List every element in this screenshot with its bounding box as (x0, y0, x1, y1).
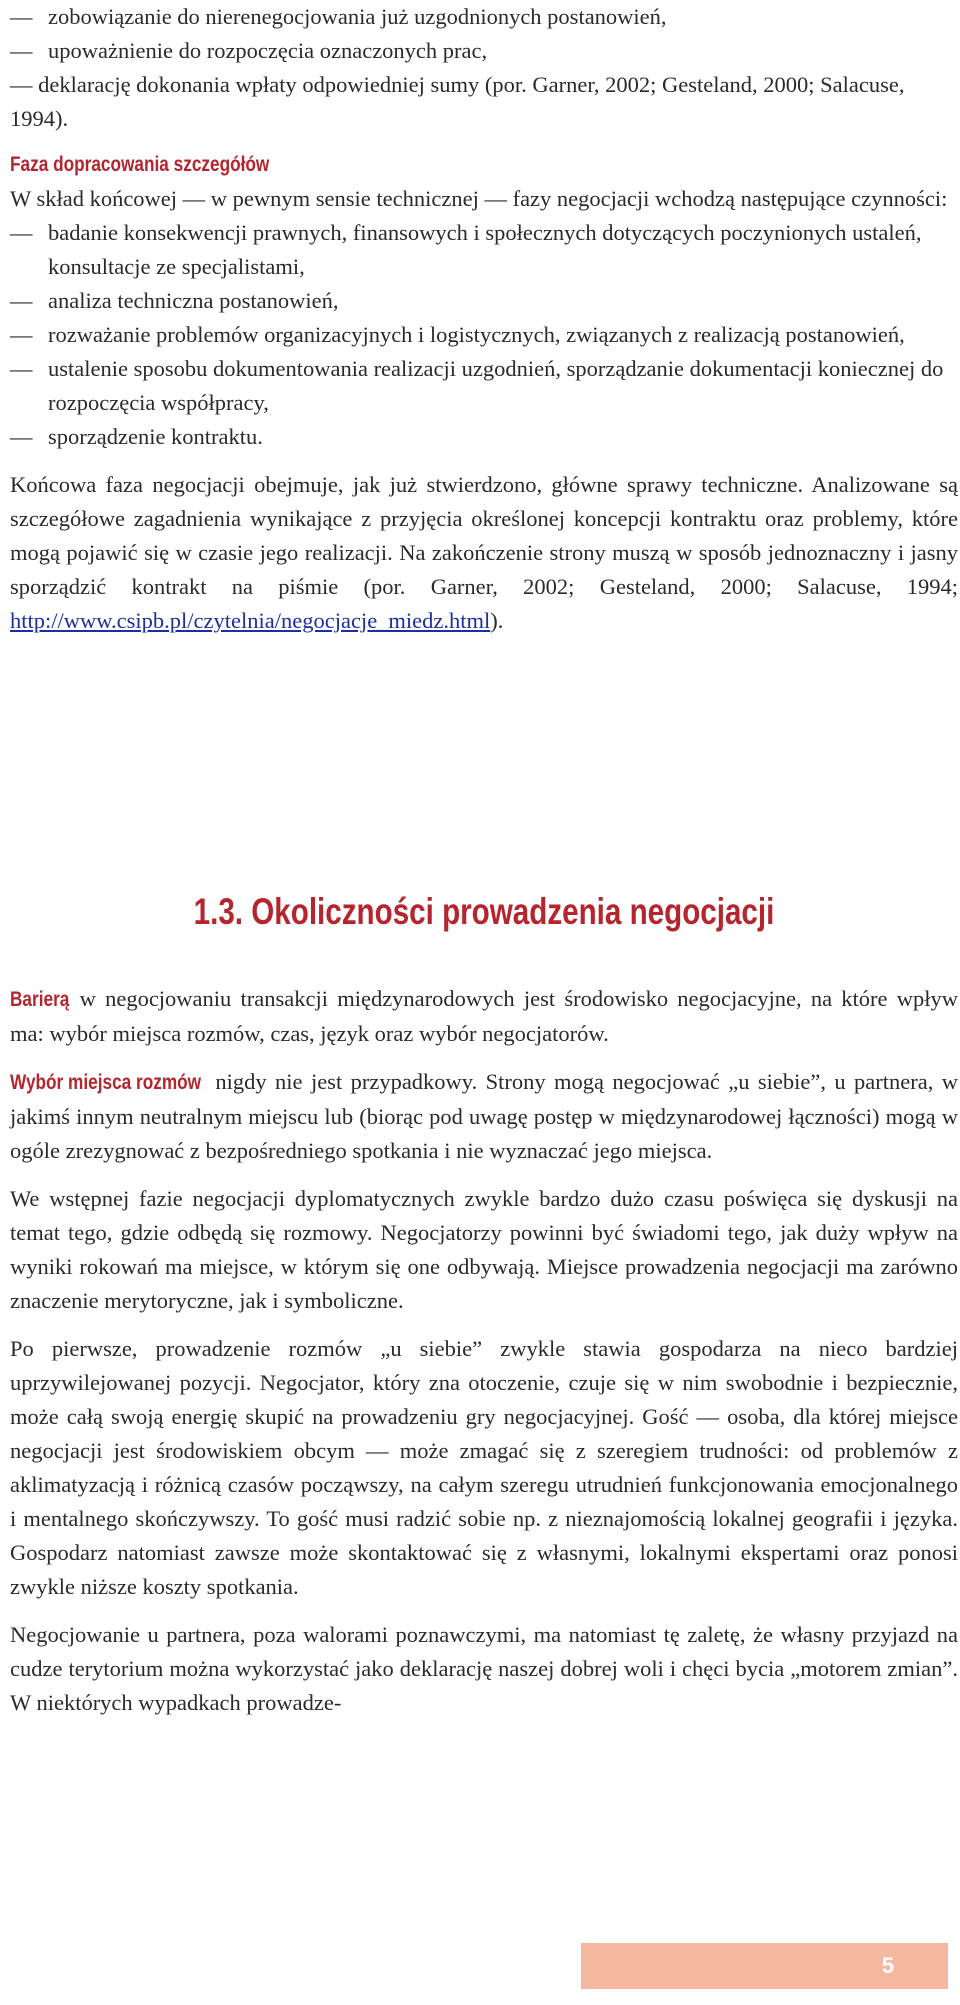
list-item-text: deklarację dokonania wpłaty odpowiedniej sumy (por. Garner, 2002; Gesteland, 2000; Salacuse, 1994). (10, 72, 905, 131)
paragraph-negocjowanie-u-partnera: Negocjowanie u partnera, poza walorami poznawczymi, ma natomiast tę zaletę, że własny przyjazd na cudze terytorium można wykorzystać jako deklarację naszej dobrej woli i chęci bycia „motorem zmian”. W niektórych wypadkach prowadze- (10, 1622, 958, 1715)
closing-paragraph (10, 468, 958, 638)
section-title: 1.3. Okoliczności prowadzenia negocjacji (193, 891, 775, 932)
list-item-text: sporządzenie kontraktu. (48, 424, 263, 449)
list-item (10, 420, 958, 454)
closing-text: Końcowa faza negocjacji obejmuje, jak już stwierdzono, główne sprawy techniczne. Analizowane są szczegółowe zagadnienia wynikające z przyjęcia określonej koncepcji kontraktu oraz problemy, które mogą pojawić się w czasie jego realizacji. Na zakończenie strony muszą w sposób jednoznaczny i jasny sporządzić kontrakt na piśmie (por. Garner, 2002; Gesteland, 2000; Salacuse, 1994; (10, 472, 958, 599)
closing-end: ). (490, 608, 504, 633)
list-item (10, 318, 958, 352)
dash-bullet: — (10, 72, 33, 97)
paragraph-wybor (10, 1065, 958, 1168)
paragraph-bariera (10, 982, 958, 1051)
list-item-text: rozważanie problemów organizacyjnych i logistycznych, związanych z realizacją postanowień, (48, 322, 905, 347)
keyword-bariera: Barierą (10, 988, 70, 1011)
list-item-text: analiza techniczna postanowień, (48, 288, 339, 313)
list-item-text: upoważnienie do rozpoczęcia oznaczonych prac, (48, 38, 488, 63)
subsection-heading: Faza dopracowania szczegółów (10, 153, 270, 176)
dash-bullet: — (10, 356, 33, 381)
list-item-text: badanie konsekwencji prawnych, finansowych i społecznych dotyczących poczynionych ustaleń, konsultacje ze specjalistami, (48, 220, 922, 279)
list-item-text: zobowiązanie do nierenegocjowania już uzgodnionych postanowień, (48, 4, 667, 29)
dash-bullet: — (10, 4, 33, 29)
list-item (10, 352, 958, 420)
paragraph-text: nigdy nie jest przypadkowy. Strony mogą negocjować „u siebie”, u partnera, w jakimś innym neutralnym miejscu lub (biorąc pod uwagę postęp w międzynarodowej łączności) mogą w ogóle zrezygnować z bezpośredniego spotkania i nie wyznaczać jego miejsca. (10, 1069, 958, 1163)
keyword-wybor-miejsca: Wybór miejsca rozmów (10, 1071, 202, 1094)
list-item (10, 284, 958, 318)
list-item (10, 34, 958, 68)
page-number: 5 (881, 1953, 895, 1978)
list-item (10, 68, 958, 136)
top-section (10, 0, 958, 638)
list-item (10, 0, 958, 34)
paragraph-text: w negocjowaniu transakcji międzynarodowych jest środowisko negocjacyjne, na które wpływ ma: wybór miejsca rozmów, czas, język oraz wybór negocjatorów. (10, 986, 958, 1046)
dash-bullet: — (10, 220, 33, 245)
dash-bullet: — (10, 424, 33, 449)
list-item-text: ustalenie sposobu dokumentowania realizacji uzgodnień, sporządzanie dokumentacji koniecznej do rozpoczęcia współpracy, (48, 356, 944, 415)
paragraph-wstepna-faza: We wstępnej fazie negocjacji dyplomatycznych zwykle bardzo dużo czasu poświęca się dyskusji na temat tego, gdzie odbędą się rozmowy. Negocjatorzy powinni być świadomi tego, jak duży wpływ na wyniki rokowań ma miejsce, w którym się one odbywają. Miejsce prowadzenia negocjacji ma zarówno znaczenie merytoryczne, jak i symboliczne. (10, 1186, 958, 1313)
dash-bullet: — (10, 322, 33, 347)
paragraph-po-pierwsze: Po pierwsze, prowadzenie rozmów „u siebie” zwykle stawia gospodarza na nieco bardziej uprzywilejowanej pozycji. Negocjator, który zna otoczenie, czuje się w nim swobodnie i bezpiecznie, może całą swoją energię skupić na prowadzeniu gry negocjacyjnej. Gość — osoba, dla której miejsce negocjacji jest środowiskiem obcym — może zmagać się z szeregiem trudności: od problemów z aklimatyzacją i różnicą czasów począwszy, na całym szeregu utrudnień funkcjonowania emocjonalnego i mentalnego skończywszy. To gość musi radzić sobie np. z nieznajomością lokalnej geografii i języka. Gospodarz natomiast zawsze może skontaktować się z własnymi, lokalnymi ekspertami oraz ponosi zwykle niższe koszty spotkania. (10, 1336, 958, 1599)
page-number-box (581, 1943, 948, 1989)
reference-link[interactable]: http://www.csipb.pl/czytelnia/negocjacje_miedz.html (10, 608, 491, 633)
section-body (10, 982, 958, 1720)
dash-bullet: — (10, 38, 33, 63)
list-item (10, 216, 958, 284)
dash-bullet: — (10, 288, 33, 313)
subsection-intro: W skład końcowej — w pewnym sensie technicznej — fazy negocjacji wchodzą następujące czynności: (10, 186, 948, 211)
